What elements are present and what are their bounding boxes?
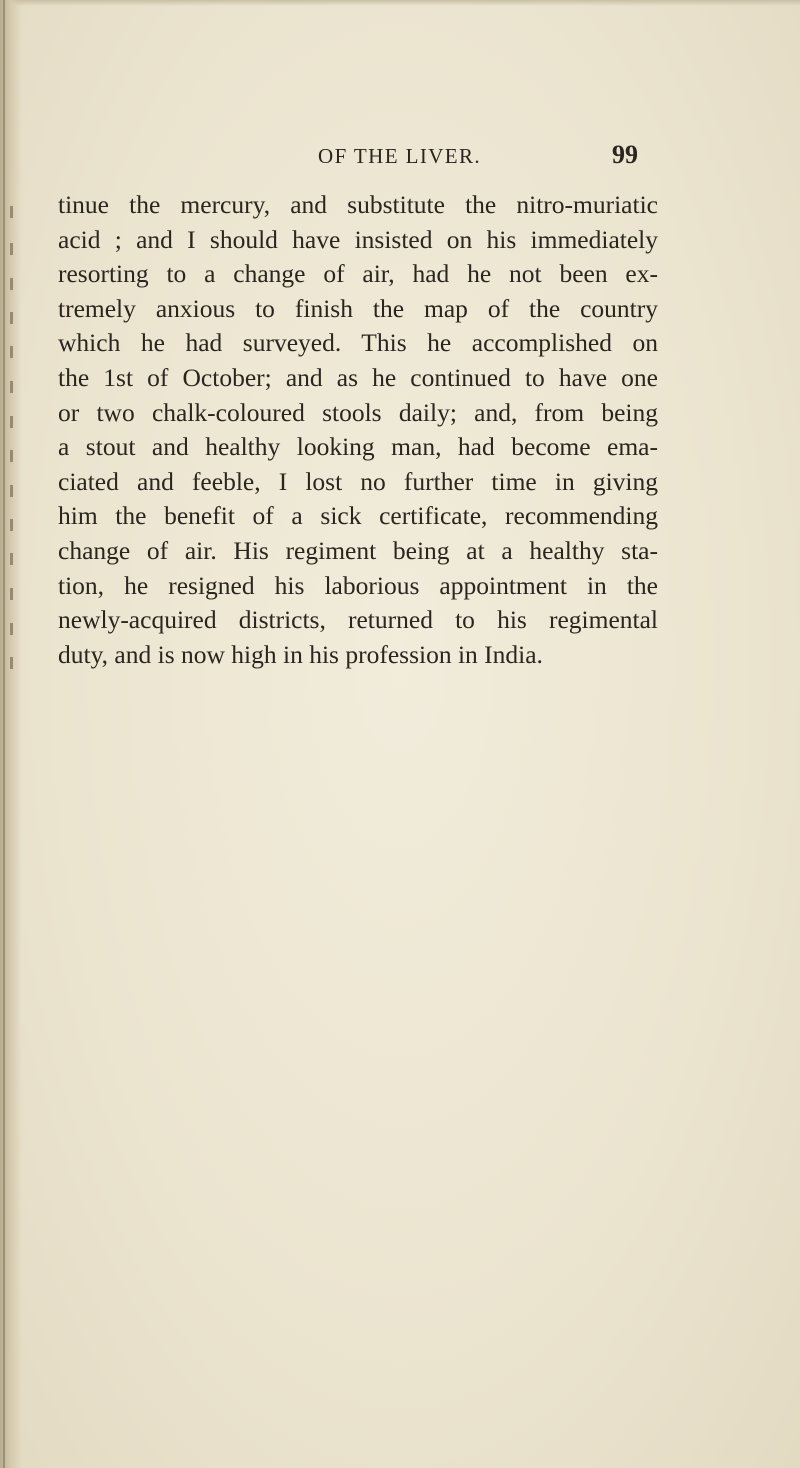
margin-mark [10,312,13,324]
text-line: tion, he resigned his laborious appointment in the [58,570,658,600]
margin-mark [10,450,13,462]
margin-mark [10,657,13,669]
body-paragraph [58,188,658,672]
margin-mark [10,346,13,358]
binding-gutter-line [3,0,5,1468]
margin-mark [10,416,13,428]
text-line: duty, and is now high in his profession in India. [58,639,543,669]
margin-mark [10,519,13,531]
text-line: ciated and feeble, I lost no further time in giving [58,466,658,496]
text-line: change of air. His regiment being at a healthy sta- [58,535,658,565]
text-line: tremely anxious to finish the map of the country [58,293,658,323]
margin-mark [10,623,13,635]
margin-mark [10,381,13,393]
text-line: acid ; and I should have insisted on his immediately [58,224,658,254]
text-line: him the benefit of a sick certificate, recommending [58,501,658,531]
text-line: or two chalk-coloured stools daily; and, from being [58,397,658,427]
margin-mark [10,278,13,290]
running-head-title: OF THE LIVER. [318,144,482,168]
text-line: the 1st of October; and as he continued to have one [58,362,658,392]
margin-mark [10,485,13,497]
page-number: 99 [612,140,638,169]
text-line: newly-acquired districts, returned to his regimental [58,605,658,635]
margin-mark [10,243,13,255]
page-top-edge [0,0,800,6]
text-line: a stout and healthy looking man, had become ema- [58,432,658,462]
margin-mark [10,588,13,600]
text-line: tinue the mercury, and substitute the nitro-muriatic [58,190,658,219]
text-line: resorting to a change of air, had he not been ex- [58,259,658,289]
margin-mark [10,206,13,218]
running-head [0,140,800,174]
margin-mark [10,553,13,565]
text-line: which he had surveyed. This he accomplished on [58,328,658,358]
